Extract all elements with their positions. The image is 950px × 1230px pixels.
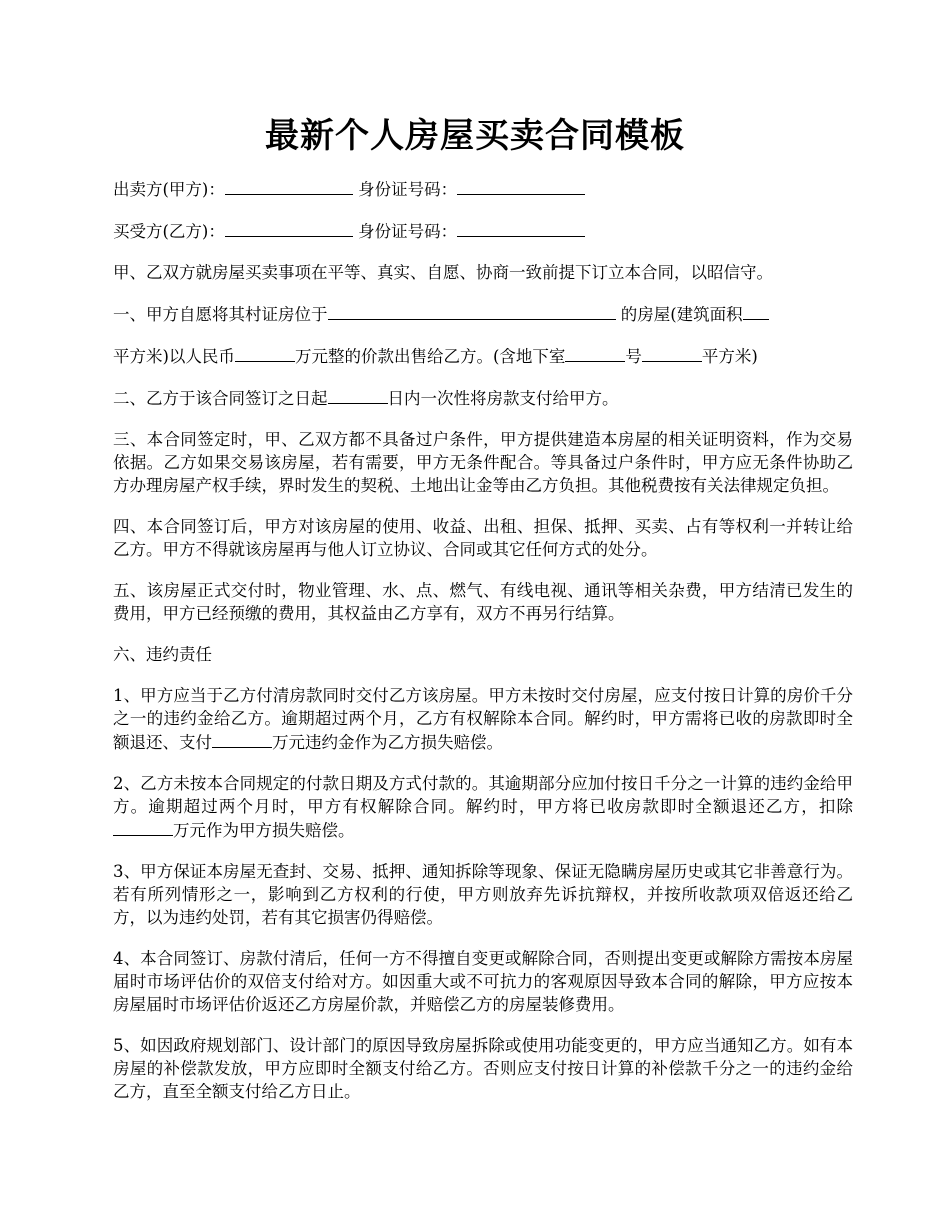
clause-3: 三、本合同签定时，甲、乙双方都不具备过户条件，甲方提供建造本房屋的相关证明资料，作为交易依据。乙方如果交易该房屋，若有需要，甲方无条件配合。等具备过户条件时，甲方应无条件协助乙方办理房屋产权手续，界时发生的契税、土地出让金等由乙方负担。其他税费按有关法律规定负担。 <box>113 430 853 495</box>
clause-1-text-b: 的房屋(建筑面积 <box>620 305 743 324</box>
clause-1-text-c: 平方米)以人民币 <box>113 347 235 366</box>
buyer-id-label: 身份证号码： <box>358 222 458 241</box>
buyer-penalty-blank[interactable] <box>113 818 173 836</box>
buyer-name-blank[interactable] <box>225 219 353 237</box>
seller-name-blank[interactable] <box>225 177 353 195</box>
clause-6-item-5: 5、如因政府规划部门、设计部门的原因导致房屋拆除或使用功能变更的，甲方应当通知乙方。如有本房屋的补偿款发放，甲方应即时全额支付给乙方。否则应支付按日计算的补偿款千分之一的违约金给乙方，直至全额支付给乙方日止。 <box>113 1036 853 1101</box>
clause-6-item-4: 4、本合同签订、房款付清后，任何一方不得擅自变更或解除合同，否则提出变更或解除方需按本房屋届时市场评估价的双倍支付给对方。如因重大或不可抗力的客观原因导致本合同的解除，甲方应按本房屋届时市场评估价返还乙方房屋价款，并赔偿乙方的房屋装修费用。 <box>113 949 853 1014</box>
clause-4: 四、本合同签订后，甲方对该房屋的使用、收益、出租、担保、抵押、买卖、占有等权利一并转让给乙方。甲方不得就该房屋再与他人订立协议、合同或其它任何方式的处分。 <box>113 517 853 559</box>
location-blank[interactable] <box>328 302 616 320</box>
clause-5: 五、该房屋正式交付时，物业管理、水、点、燃气、有线电视、通讯等相关杂费，甲方结清已发生的费用，甲方已经预缴的费用，其权益由乙方享有，双方不再另行结算。 <box>113 581 853 623</box>
seller-line <box>113 177 853 201</box>
clause-1-text-f: 平方米) <box>701 347 758 366</box>
clause-6-heading: 六、违约责任 <box>113 645 212 664</box>
seller-label: 出卖方(甲方)： <box>113 180 225 199</box>
buyer-line <box>113 219 853 243</box>
clause-1-text-d: 万元整的价款出售给乙方。(含地下室 <box>294 347 566 366</box>
seller-penalty-blank[interactable] <box>212 730 272 748</box>
area-blank[interactable] <box>743 302 769 320</box>
seller-id-blank[interactable] <box>457 177 585 195</box>
clause-6-2-text-b: 万元作为甲方损失赔偿。 <box>173 821 355 840</box>
clause-2-text-a: 二、乙方于该合同签订之日起 <box>113 389 328 408</box>
clause-6-2-text-a: 2、乙方未按本合同规定的付款日期及方式付款的。其逾期部分应加付按日千分之一计算的违约金给甲方。逾期超过两个月时，甲方有权解除合同。解约时，甲方将已收房款即时全额退还乙方，扣除 <box>113 774 853 816</box>
clause-1-text-a: 一、甲方自愿将其村证房位于 <box>113 305 328 324</box>
clause-1-line-1 <box>113 302 853 326</box>
document-title: 最新个人房屋买卖合同模板 <box>265 116 685 156</box>
basement-number-blank[interactable] <box>565 344 625 362</box>
price-blank[interactable] <box>235 344 295 362</box>
clause-6-item-1 <box>113 684 853 754</box>
buyer-label: 买受方(乙方)： <box>113 222 225 241</box>
clause-1-text-e: 号 <box>625 347 642 366</box>
clause-6-1-text-b: 万元违约金作为乙方损失赔偿。 <box>272 733 503 752</box>
buyer-id-blank[interactable] <box>457 219 585 237</box>
clause-2-text-b: 日内一次性将房款支付给甲方。 <box>387 389 619 408</box>
clause-1-line-2 <box>113 344 853 368</box>
payment-days-blank[interactable] <box>328 386 388 404</box>
clause-6-item-2 <box>113 772 853 842</box>
clause-6-1-text-a: 1、甲方应当于乙方付清房款同时交付乙方该房屋。甲方未按时交付房屋，应支付按日计算的房价千分之一的违约金给乙方。逾期超过两个月，乙方有权解除本合同。解约时，甲方需将已收的房款即时全额退还、支付 <box>113 686 853 752</box>
clause-2 <box>113 386 853 410</box>
basement-area-blank[interactable] <box>642 344 702 362</box>
clause-6-item-3: 3、甲方保证本房屋无查封、交易、抵押、通知拆除等现象、保证无隐瞒房屋历史或其它非善意行为。若有所列情形之一，影响到乙方权利的行使，甲方则放弃先诉抗辩权，并按所收款项双倍返还给乙方，以为违约处罚，若有其它损害仍得赔偿。 <box>113 862 853 927</box>
document-body <box>113 177 853 1121</box>
preamble-paragraph: 甲、乙双方就房屋买卖事项在平等、真实、自愿、协商一致前提下订立本合同，以昭信守。 <box>113 263 773 282</box>
seller-id-label: 身份证号码： <box>358 180 458 199</box>
